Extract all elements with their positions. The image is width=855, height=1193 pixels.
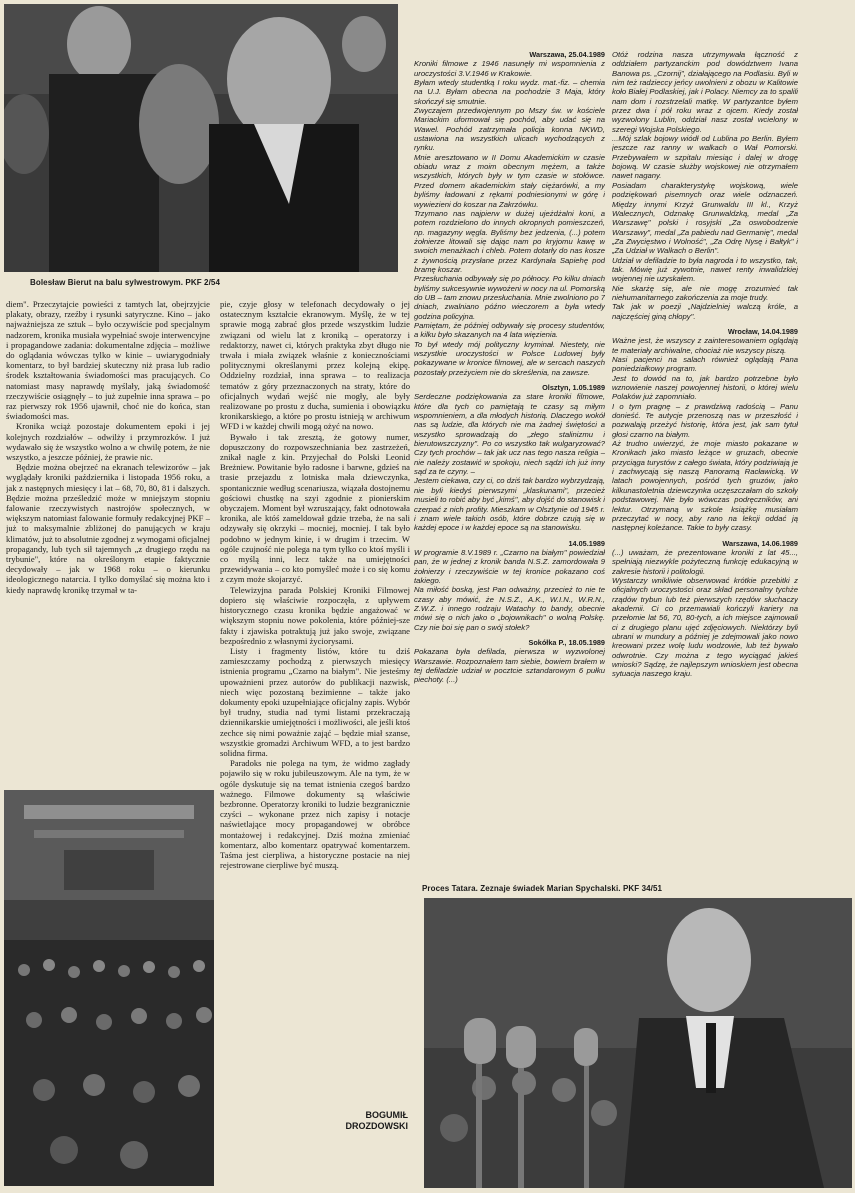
letter-paragraph: Zwyczajem przedwojennym po Mszy św. w kościele Mariackim uformował się pochód, aby udać się na Wawel. Pochód zatrzymała policja konna NKWD, ustawiona na wszystkich ulicach wychodzących z rynku. (414, 106, 605, 153)
author-last-name: DROZDOWSKI (345, 1121, 408, 1131)
letter-paragraph: (...) uważam, że prezentowane kroniki z lat 45..., spełniają niezwykle pożyteczną funkcję edukacyjną w zakresie historii i politologii. (612, 547, 798, 576)
letter-paragraph: Aż trudno uwierzyć, że moje miasto pokazane w Kronikach jako miasto leżące w gruzach, obecnie przyciąga turystów z całego świata, który podziwiają je i zachwycają się naszą Panoramą Racławicką. W latach powojennych, pośród tych gruzów, jako kilkunastoletnia dziewczynka uczęszczałam do szkoły podstawowej. Nie było wówczas podręczników, ani lektur. Otrzymaną w szkole książkę musiałam przeczytać w nocy, aby rano na lekcji oddać ją następnej koleżance. Takie to były czasy. (612, 439, 798, 533)
letter-paragraph: Kroniki filmowe z 1946 nasunęły mi wspomnienia z uroczystości 3.V.1946 w Krakowie. (414, 59, 605, 78)
letter-paragraph: Udział w defiladzie to była nagroda i to wszystko, tak, tak. Mówię już zywotnie, nawet renty inwalidzkiej wojennej nie uzyskałem. (612, 255, 798, 284)
article-paragraph: diem". Przeczytajcie powieści z tamtych lat, obejrzyjcie plakaty, obrazy, rzeźby i rysunki satyryczne. Kino – jako najważniejsza ze sztuk – było oczywiście pod specjalnym nadzorem, kronika musiała wypełniać swoje interwencyjne i propagandowe zadania: dokumentalne zdjęcia – możliwe do oglądania wówczas tylko w kinie – uwiarygodniały komentarz, to był bardziej skuteczny niż prasa lub radio środek kształtowania świadomości mas pracujących. Co natomiast masy naprawdę myślały, jaką świadomość rzeczywiście osiągnęły – to już zupełnie inna sprawa – po raz pierwszy rok 1956 ujawnił, choć nie do końca, stan świadomości mas. (6, 299, 210, 422)
caption-bierut: Bolesław Bierut na balu sylwestrowym. PKF 2/54 (30, 278, 220, 287)
article-paragraph: Bywało i tak zresztą, że gotowy numer, dopuszczony do rozpowszechniania bez zastrzeżeń, znikał nagle z kin. Przyjechał do Polski Leonid Breżniew. Powitanie było radosne i barwne, gdzieś na trasie przejazdu z lotniska mała dziewczynka, spontanicznie według scenariusza, wiązała dostojnemu gościowi chustkę na szyi zgodnie z pionierskim obyczajem. Moment był wzruszający, fakt odnotowała kronika, ale któś zameldował gdzie trzeba, że na sali odzywały się okrzyki – mocniej, mocniej. I tak było podobno w jednym kinie, i w drugim i trzecim. W ogóle czujność nie polega na tym tylko co ktoś myśli i co myślą inni, lecz także na umiejętności przewidywania – co kto pomyśleć może i co się komu z czym może skojarzyć. (220, 431, 410, 585)
letter-paragraph: Otóż rodzina nasza utrzymywała łączność z oddziałem partyzanckim pod dowództwem Ivana Banowa ps. „Czornij", działającego na Podlasiu. Byli w nim też radzieccy jeńcy uwolnieni z obozu w Kalitowie koło Białej Podlaskiej, jak i Polacy. Niemcy za to spalili nam dom i rozstrzelali matkę. W partyzantce byłem przez dwa i pół roku wraz z ojcem. Kiedy został wyzwolony Lublin, oddział nasz został wcielony w szeregi Wojska Polskiego. (612, 50, 798, 134)
letter-paragraph: Przesłuchania odbywały się po północy. Po kilku dniach byliśmy sukcesywnie wywożeni w nocy na ul. Pomorską do UB – tam znowu przesłuchania. Mnie zwolniono po 7 dniach, zwalniano późno wieczorem a była wtedy godzina policyjna. (414, 274, 605, 321)
letter-paragraph: To był wtedy mój polityczny kryminał. Niestety, nie wszystkie uroczystości w Polsce Ludowej były pokazywane w kronice filmowej, ale w sercach naszych pozostały przeżyciem nie do skreślenia, na zawsze. (414, 339, 605, 377)
article-paragraph: Będzie można obejrzeć na ekranach telewizorów – jak wyglądały kroniki października i listopada 1956 roku, a jak z następnych miesięcy i lat – 68, 70, 80, 81 i dalszych. Będzie można prześledzić może w mniejszym stopniu falowanie rzeczywistych nastrojów społecznych, w większym natomiast falowanie formuły redakcyjnej PKF – już to maksymalnie zbliżonej do panujących w kraju klimatów, już to absolutnie zgodnej z wymogami oficjalnej propagandy, lub tych sił tajemnych „z drugiego rzędu na trybunie", które na określonym etapie faktycznie decydowały – jak w 1968 roku – o kierunku ideologicznego natarcia. I tylko domyślać się można kto i kiedy naprawdę kronikę trzymał w ta- (6, 462, 210, 595)
photo-hall-crowd (4, 790, 214, 1186)
letters-column-1 (414, 50, 605, 875)
letter-dateline: Wrocław, 14.04.1989 (727, 326, 798, 336)
article-paragraph: pie, czyje głosy w telefonach decydowały o jej ostatecznym kształcie ekranowym. Myślę, że w tej sprawie mogą zabrać głos przede wszystkim ludzie związani od wielu lat z kroniką – operatorzy i redaktorzy, nawet ci, których praktyka zbyt długo nie trwała i miała związek właśnie z koniecznościami politycznymi określanymi przez kolejną ekipę. Oddzielny rozdział, inna sprawa – to realizacja tematów z góry przeznaczonych na straty, które do oficjalnych wydań wejść nie mogły, ale były realizowane po prostu z ducha, sumienia i obowiązku kronikarskiego, a które po prostu istnieją w archiwum WFD i w każdej chwili mogą ożyć na nowo. (220, 299, 410, 432)
letter-dateline: Warszawa, 14.06.1989 (722, 538, 798, 548)
letter-dateline: Olsztyn, 1.05.1989 (542, 383, 605, 393)
letter-paragraph: Pamiętam, że później odbywały się procesy studentów, a kilku było skazanych na 4 lata więzienia. (414, 320, 605, 340)
article-paragraph: Paradoks nie polega na tym, że widmo zagłady pojawiło się w roku jubileuszowym. Ale na tym, że w ogóle dyskutuje się na temat istnienia czegoś bardzo ważnego. Filmowe dokumenty są właściwie bezbronne. Operatorzy kroniki to ludzie bezgranicznie czyści – wykonane przez nich zapisy i notacje naświetlające mocy propagandowej w obróbce montażowej i redakcyjnej. Dziś można zmieniać komentarz, albo komentarz opatrywać komentarzem. Taśma jest cierpliwa, a historyczne postacie na niej rejestrowane cierpliwe być muszą. (220, 758, 410, 871)
letter-paragraph: Nie skarżę się, ale nie mogę zrozumieć tak niehumanitarnego zakończenia za moje trudy. (612, 283, 798, 302)
article-column-1 (6, 299, 210, 779)
article-column-2 (220, 299, 410, 1109)
letter-paragraph: Wystarczy wnikliwie obserwować krótkie przebitki z oficjalnych uroczystości oraz skład personalny tychże rządów trybun lub też pierwszych rzędów słuchaczy akademii. Ci co przemawiali kończyli kariery na przełomie lat 56, 70, 80-tych, a ich miejsce zajmowali ci z drugiego planu ujęć zdjęciowych. Niektórzy byli ubrani w mundury a później je zdejmowali jako nowo kreowani przez wolę ludu wodzowie, lub też bywało odwrotnie. Czy można z tego wyciągać jakieś wnioski? Sądzę, że najlepszym wnioskiem jest obecna sytuacja naszego kraju. (612, 575, 798, 679)
article-paragraph: Telewizyjna parada Polskiej Kroniki Filmowej dopiero się właściwie rozpoczęła, z upływem historycznego czasu kronika będzie angażować w większym stopniu nowe pokolenia, które później-sze fakty i zjawiska potraktują już jako swoje, związane bezpośrednio z własnymi życiorysami. (220, 584, 410, 646)
letter-paragraph: Jestem ciekawa, czy ci, co dziś tak bardzo wybrzydzają, nie byli kiedyś pierwszymi „klaskunami", przecież musieli to robić aby być „kimś", aby dojść do stanowisk i czerpać z nich profity. Mieszkam w Olsztynie od 1945 r. i znam wiele takich osób, które dobrze czują się w każdej epoce i w każdej epoce są na stanowisku. (414, 476, 605, 533)
letter-dateline: 14.05.1989 (568, 538, 605, 548)
letter-dateline: Warszawa, 25.04.1989 (529, 50, 605, 59)
letter-paragraph: Nasi pacjenci na salach również oglądają Pana poniedziałkowy program. (612, 355, 798, 374)
letter-paragraph: Tak jak w poezji „Najdzielniej walczą króle, a najczęściej giną chłopy". (612, 302, 798, 321)
letter-paragraph: ...Mój szlak bojowy wiódł od Lublina po Berlin. Byłem jeszcze raz ranny w walkach o Wał Pomorski. Przebywałem w szpitalu miesiąc i dalej w drogę bojową. W czasie służby wojskowej nie otrzymałem nawet nagany. (612, 134, 798, 181)
letter-dateline: Sokółka P., 18.05.1989 (528, 637, 605, 647)
letter-paragraph: Byłam wtedy studentką I roku wydz. mat.-fiz. – chemia na U.J. Byłam obecna na pochodzie 3 Maja, który skończył się smutnie. (414, 78, 605, 106)
letter-paragraph: Trzymano nas najpierw w dużej ujeżdżalni koni, a potem rozdzielono do innych okropnych pomieszczeń, np. magazyny węgla. Byliśmy bez jedzenia, (...) potem żołnierze litowali się dając nam po kryjomu kawę w swoich menażkach i chleb. Potem dotarły do nas kosze z żywnością przysłane przez Kardynała Sapiehę pod bramę koszar. (414, 208, 605, 274)
letter-paragraph: I o tym pragnę – z prawdziwą radością – Panu donieść. Te autycje przenoszą nas w przeszłość i pozwalają przeżyć historię, która jest, jak sam tytuł głosi czarno na białym. (612, 401, 798, 439)
photo-bierut (4, 4, 398, 272)
letter-paragraph: Posiadam charakterystykę wojskową, wiele podziękowań pisemnych oraz wiele odznaczeń. Między innymi Krzyż Grunwaldu III kl., Krzyż Walecznych, Odznakę Grunwaldzką, medal „Za Warszawę" polski i rosyjski „Za oswobodzenie Warszawy", medal „Za pabiedu nad Germanię", medal „Za Zwycięstwo i Wolność", „Za Odrę Nysę i Bałtyk" i „Za Udział w Walkach o Berlin". (612, 180, 798, 256)
letter-paragraph: Ważne jest, że wszyscy z zainteresowaniem oglądają te materiały archiwalne, chociaż nie wszyscy piszą. (612, 336, 798, 355)
letter-paragraph: Mnie aresztowano w II Domu Akademickim w czasie obiadu wraz z moim obecnym mężem, a także wszystkich, których były w tym czasie w stołówce. Przed domem akademickim stały ciężarówki, a my byliśmy ładowani z rękami podniesionymi w górę i wywiezieni do koszar na Zakrzówku. (414, 152, 605, 209)
photo-tatar-trial (424, 898, 852, 1188)
caption-tatar: Proces Tatara. Zeznaje świadek Marian Spychalski. PKF 34/51 (422, 884, 663, 893)
letter-paragraph: Pokazana była defilada, pierwsza w wyzwolonej Warszawie. Rozpoznałem tam siebie, bowiem brałem w tej defiladzie udział w pocztcie sztandarowym 6 pułku piechoty. (...) (414, 647, 605, 685)
letters-column-2 (612, 50, 798, 875)
author-signature (300, 1110, 408, 1132)
letter-paragraph: Na miłość boską, jest Pan odważny, przecież to nie te czasy aby mówić, że N.S.Z., A.K., W.I.N., W.R.N., Z.W.Z. i innego rodzaju Watachy to bandy, obecnie mówi się o nich jako o „bojownikach" o wolną Polskę. Czy nie boi się pan o swój stołek? (414, 585, 605, 632)
author-first-name: BOGUMIŁ (365, 1110, 408, 1120)
letter-paragraph: Jest to dowód na to, jak bardzo potrzebne było wznowienie naszej powojennej historii, o której wielu Polaków już zapomniało. (612, 373, 798, 402)
article-paragraph: Kronika wciąż pozostaje dokumentem epoki i jej kolejnych rozdziałów – odwilży i przymrozków. I już wydawało się że wszystko wolno a w chwilę potem, że nie wszystko, a jeszcze później, że prawie nic. (6, 421, 210, 463)
letter-paragraph: Serdeczne podziękowania za stare kroniki filmowe, które dla tych co pamiętają te czasy są miłym wspomnieniem, a dla młodych historią. Dlaczego wokół nas są ludzie, dla których nie ma żadnej świętości a wszystko sprowadzają do „złego stalinizmu i bierutowszczyzny". Po co wszystko tak wulgaryzować? Czy tych prochów – tak jak ucz nas tego nasza religia – nie należy zostawić w spokoju, niech sądzi ich już inny sąd za te czyny. – (414, 392, 605, 477)
article-paragraph: Listy i fragmenty listów, które tu dziś zamieszczamy pochodzą z pierwszych miesięcy istnienia programu „Czarno na białym". Nie jesteśmy upoważnieni przez autorów do publikacji nazwisk, niech więc pozostaną bezimienne – także jako dokumenty epoki uzupełniające oficjalny zapis. Wybór był trudny, studia nad tymi listami przekraczają dziennikarskie umiejętności i możliwości, ale jeśli ktoś zechce się nimi poważnie zająć – będzie miał szanse, wszystkie gromadzi Archiwum WFD, a to jest bardzo solidna firma. (220, 645, 410, 758)
letter-paragraph: W programie 8.V.1989 r. „Czarno na białym" powiedział pan, że w jednej z kronik banda N.S.Z. zamordowała 9 żołnierzy i rzeczywiście w tej kronice pokazano coś takiego. (414, 547, 605, 585)
